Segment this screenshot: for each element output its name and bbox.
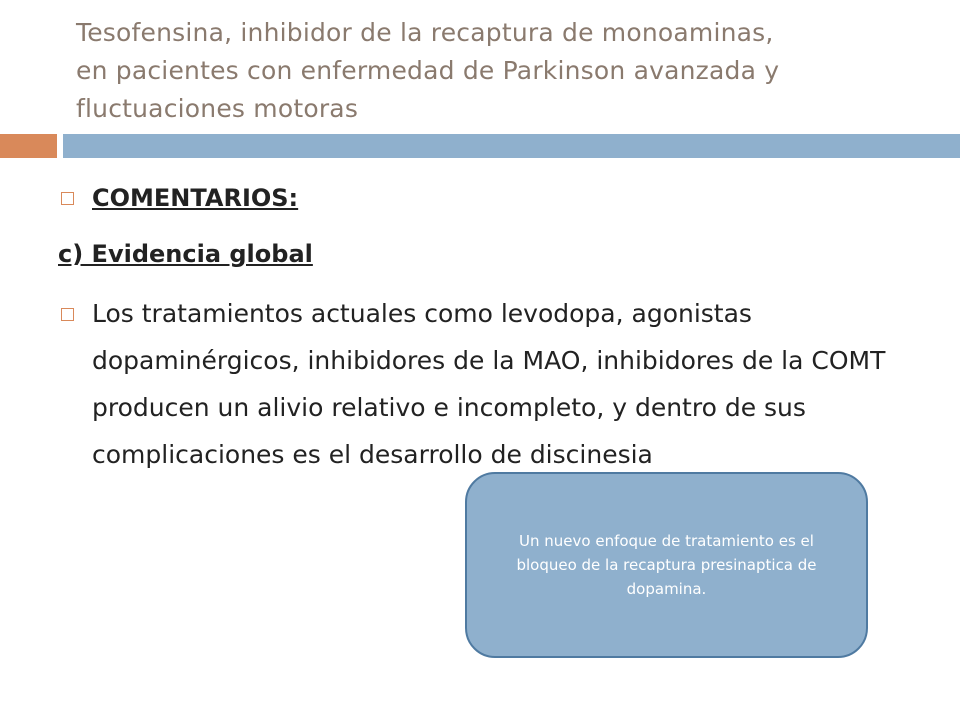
slide-title xyxy=(76,14,936,128)
callout-text: Un nuevo enfoque de tratamiento es el bloqueo de la recaptura presinaptica de dopamina. xyxy=(516,532,817,598)
slide-title-line-1: Tesofensina, inhibidor de la recaptura de monoaminas, xyxy=(76,18,774,47)
accent-bar-orange xyxy=(0,134,57,158)
body-bullet xyxy=(58,290,918,478)
comments-heading-row xyxy=(58,176,918,220)
evidence-subheading: c) Evidencia global xyxy=(58,240,313,268)
slide-content xyxy=(58,176,918,478)
body-paragraph: Los tratamientos actuales como levodopa, agonistas dopaminérgicos, inhibidores de la MAO, inhibidores de la COMT producen un alivio relativo e incompleto, y dentro de sus complicaciones es el desarrollo de discinesia xyxy=(92,299,886,469)
comments-heading: COMENTARIOS: xyxy=(92,184,299,212)
callout-box xyxy=(465,472,868,658)
bullet-square-icon xyxy=(61,192,74,205)
accent-bar-blue xyxy=(63,134,960,158)
slide-title-line-2: en pacientes con enfermedad de Parkinson avanzada y xyxy=(76,56,780,85)
slide-title-line-3: fluctuaciones motoras xyxy=(76,94,359,123)
bullet-square-icon xyxy=(61,308,74,321)
